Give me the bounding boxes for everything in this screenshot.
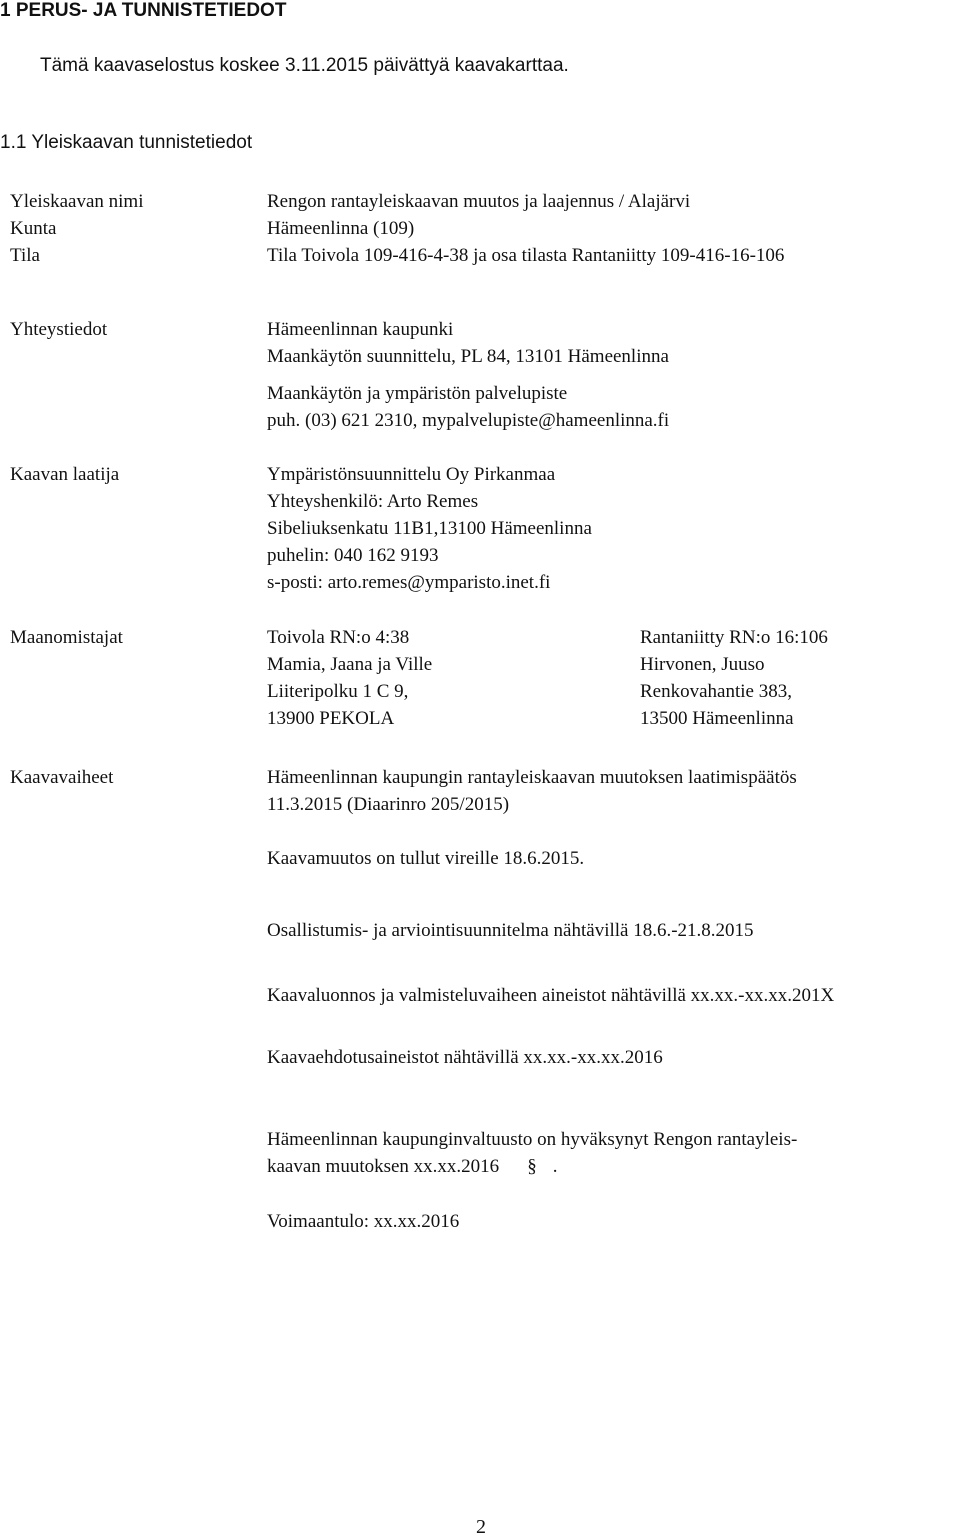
estate-value: Tila Toivola 109-416-4-38 ja osa tilasta Rantaniitty 109-416-16-106 <box>267 245 785 266</box>
page-number: 2 <box>476 1516 486 1538</box>
phase-pending: Kaavamuutos on tullut vireille 18.6.2015. <box>267 848 585 869</box>
main-heading: 1 PERUS- JA TUNNISTETIEDOT <box>0 0 287 21</box>
section-heading: 1.1 Yleiskaavan tunnistetiedot <box>0 132 253 153</box>
phase-proposal: Kaavaehdotusaineistot nähtävillä xx.xx.-xx.xx.2016 <box>267 1047 663 1068</box>
phase-decision-date: 11.3.2015 (Diaarinro 205/2015) <box>267 794 510 815</box>
owner-right-line: 13500 Hämeenlinna <box>640 708 794 729</box>
owner-right-line: Renkovahantie 383, <box>640 681 792 702</box>
phase-decision: Hämeenlinnan kaupungin rantayleiskaavan muutoksen laatimispäätös <box>267 767 797 788</box>
phase-participation: Osallistumis- ja arviointisuunnitelma nähtävillä 18.6.-21.8.2015 <box>267 920 754 941</box>
phase-approval-cont <box>267 1156 557 1178</box>
owners-label: Maanomistajat <box>10 627 123 648</box>
plan-name-label: Yleiskaavan nimi <box>10 191 144 212</box>
author-line: puhelin: 040 162 9193 <box>267 545 439 566</box>
contact-line: puh. (03) 621 2310, mypalvelupiste@hameenlinna.fi <box>267 410 670 431</box>
phases-label: Kaavavaiheet <box>10 767 114 788</box>
approval-end: . <box>552 1156 558 1177</box>
contact-label: Yhteystiedot <box>10 319 108 340</box>
owner-left-line: 13900 PEKOLA <box>267 708 395 729</box>
owner-right-line: Rantaniitty RN:o 16:106 <box>640 627 828 648</box>
author-line: Yhteyshenkilö: Arto Remes <box>267 491 479 512</box>
author-line: Sibeliuksenkatu 11B1,13100 Hämeenlinna <box>267 518 592 539</box>
contact-line: Maankäytön suunnittelu, PL 84, 13101 Hämeenlinna <box>267 346 669 367</box>
municipality-value: Hämeenlinna (109) <box>267 218 415 239</box>
owner-left-line: Toivola RN:o 4:38 <box>267 627 410 648</box>
owner-right-line: Hirvonen, Juuso <box>640 654 765 675</box>
phase-effective: Voimaantulo: xx.xx.2016 <box>267 1211 460 1232</box>
plan-name-value: Rengon rantayleiskaavan muutos ja laajennus / Alajärvi <box>267 191 691 212</box>
contact-line: Maankäytön ja ympäristön palvelupiste <box>267 383 568 404</box>
author-label: Kaavan laatija <box>10 464 120 485</box>
intro-text: Tämä kaavaselostus koskee 3.11.2015 päivättyä kaavakarttaa. <box>40 55 569 76</box>
estate-label: Tila <box>10 245 40 266</box>
author-line: Ympäristönsuunnittelu Oy Pirkanmaa <box>267 464 556 485</box>
phase-approval: Hämeenlinnan kaupunginvaltuusto on hyväksynyt Rengon rantayleis- <box>267 1129 798 1150</box>
phase-draft: Kaavaluonnos ja valmisteluvaiheen aineistot nähtävillä xx.xx.-xx.xx.201X <box>267 985 835 1006</box>
owner-left-line: Liiteripolku 1 C 9, <box>267 681 409 702</box>
author-line: s-posti: arto.remes@ymparisto.inet.fi <box>267 572 551 593</box>
section-symbol: § <box>527 1156 537 1177</box>
contact-line: Hämeenlinnan kaupunki <box>267 319 454 340</box>
owner-left-line: Mamia, Jaana ja Ville <box>267 654 433 675</box>
municipality-label: Kunta <box>10 218 57 239</box>
approval-text: kaavan muutoksen xx.xx.2016 <box>267 1156 500 1177</box>
